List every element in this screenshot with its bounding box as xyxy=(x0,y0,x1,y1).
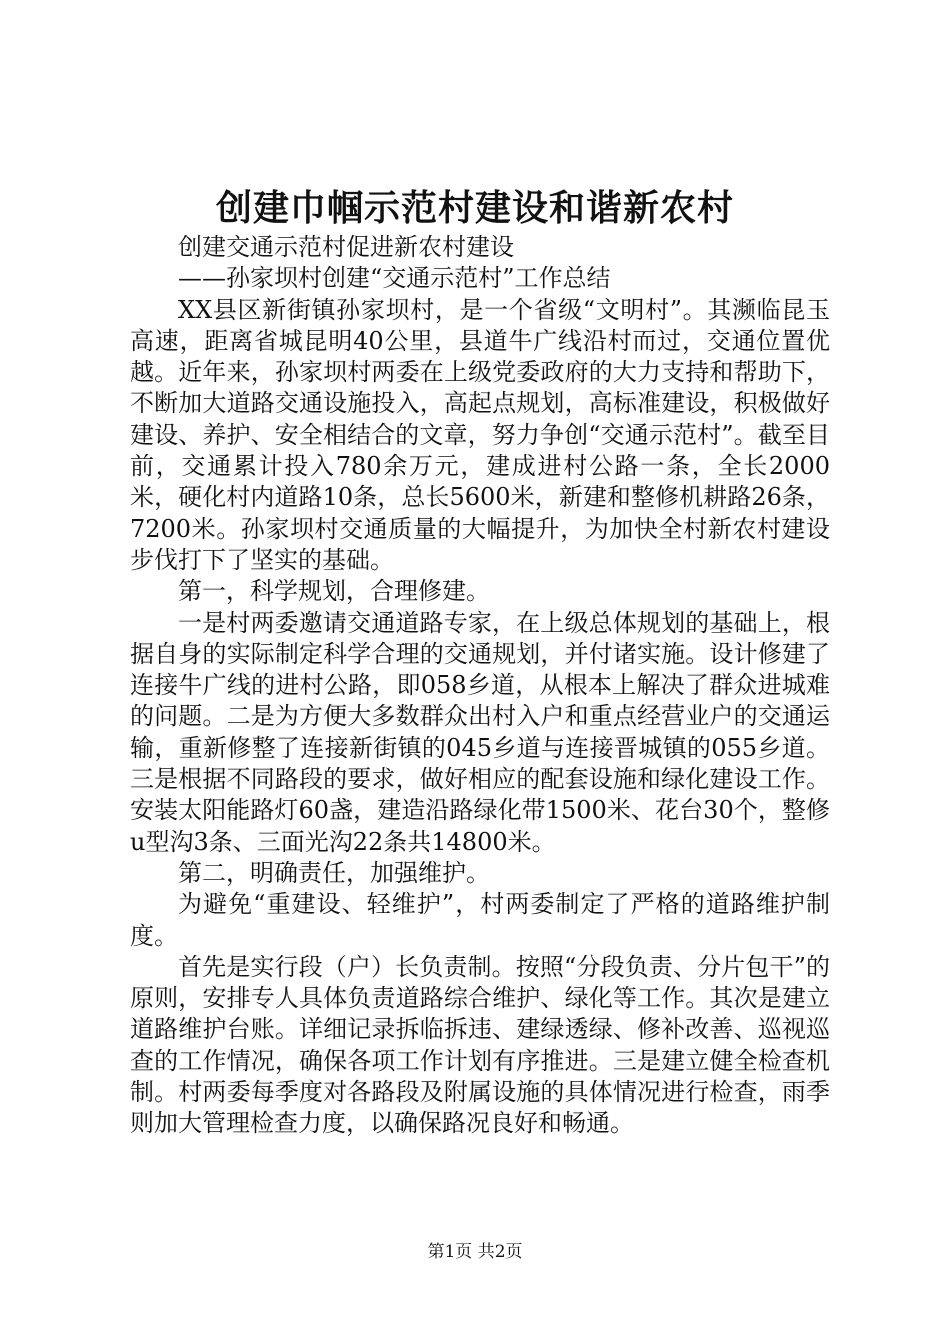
page-footer: 第1页 共2页 xyxy=(427,1242,523,1262)
subtitle-dash-paragraph: ——孙家坝村创建“交通示范村”工作总结 xyxy=(178,264,611,293)
subtitle-paragraph: 创建交通示范村促进新农村建设 xyxy=(178,233,514,261)
document-body xyxy=(130,232,830,1140)
section-2-intro-paragraph: 为避免“重建设、轻维护”，村两委制定了严格的道路维护制度。 xyxy=(130,890,830,950)
document-title: 创建巾帼示范村建设和谐新农村 xyxy=(215,187,734,229)
section-heading-2: 第二，明确责任，加强维护。 xyxy=(178,858,490,887)
intro-paragraph: XX县区新街镇孙家坝村，是一个省级“文明村”。其濒临昆玉高速，距离省城昆明40公里，县道牛广线沿村而过，交通位置优越。近年来，孙家坝村两委在上级党委政府的大力支持和帮助下，不断加大道路交通设施投入，高起点规划，高标准建设，积极做好建设、养护、安全相结合的文章，努力争创“交通示范村”。截至目前，交通累计投入780余万元，建成进村公路一条，全长2000米，硬化村内道路10条，总长5600米，新建和整修机耕路26条，7200米。孙家坝村交通质量的大幅提升，为加快全村新农村建设步伐打下了坚实的基础。 xyxy=(130,295,830,574)
section-2-paragraph: 首先是实行段（户）长负责制。按照“分段负责、分片包干”的原则，安排专人具体负责道路综合维护、绿化等工作。其次是建立道路维护台账。详细记录拆临拆违、建绿透绿、修补改善、巡视巡查的工作情况，确保各项工作计划有序推进。三是建立健全检查机制。村两委每季度对各路段及附属设施的具体情况进行检查，雨季则加大管理检查力度，以确保路况良好和畅通。 xyxy=(130,952,830,1138)
section-1-paragraph: 一是村两委邀请交通道路专家，在上级总体规划的基础上，根据自身的实际制定科学合理的交通规划，并付诸实施。设计修建了连接牛广线的进村公路，即058乡道，从根本上解决了群众进城难的问题。二是为方便大多数群众出村入户和重点经营业户的交通运输，重新修整了连接新街镇的045乡道与连接晋城镇的055乡道。三是根据不同路段的要求，做好相应的配套设施和绿化建设工作。安装太阳能路灯60盏，建造沿路绿化带1500米、花台30个，整修u型沟3条、三面光沟22条共14800米。 xyxy=(130,608,830,856)
section-heading-1: 第一，科学规划，合理修建。 xyxy=(178,577,490,606)
